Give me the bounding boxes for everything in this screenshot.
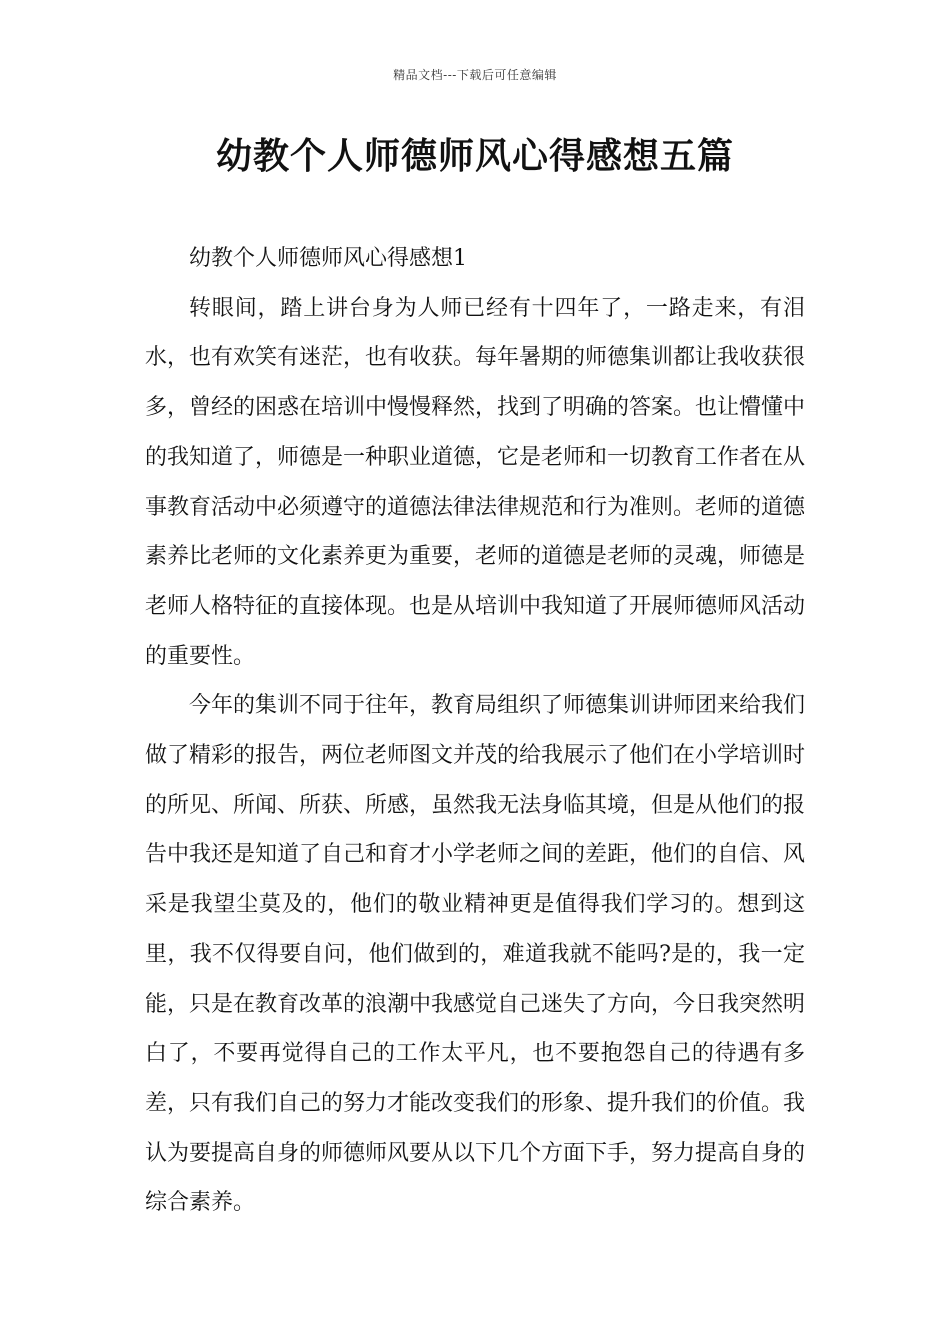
document-title: 幼教个人师德师风心得感想五篇: [215, 135, 734, 177]
section-heading: 幼教个人师德师风心得感想1: [189, 246, 467, 271]
header-note: 精品文档---下载后可任意编辑: [393, 68, 557, 82]
paragraph-2: 今年的集训不同于往年，教育局组织了师德集训讲师团来给我们做了精彩的报告，两位老师图文并茂的给我展示了他们在小学培训时的所见、所闻、所获、所感，虽然我无法身临其境，但是从他们的报告中我还是知道了自己和育才小学老师之间的差距，他们的自信、风采是我望尘莫及的，他们的敬业精神更是值得我们学习的。想到这里，我不仅得要自问，他们做到的，难道我就不能吗?是的，我一定能，只是在教育改革的浪潮中我感觉自己迷失了方向，今日我突然明白了，不要再觉得自己的工作太平凡，也不要抱怨自己的待遇有多差，只有我们自己的努力才能改变我们的形象、提升我们的价值。我认为要提高自身的师德师风要从以下几个方面下手，努力提高自身的综合素养。: [145, 693, 806, 1216]
document-body: [145, 234, 805, 1228]
paragraph-1: 转眼间，踏上讲台身为人师已经有十四年了，一路走来，有泪水，也有欢笑有迷茫，也有收获。每年暑期的师德集训都让我收获很多，曾经的困惑在培训中慢慢释然，找到了明确的答案。也让懵懂中的我知道了，师德是一种职业道德，它是老师和一切教育工作者在从事教育活动中必须遵守的道德法律法律规范和行为准则。老师的道德素养比老师的文化素养更为重要，老师的道德是老师的灵魂，师德是老师人格特征的直接体现。也是从培训中我知道了开展师德师风活动的重要性。: [145, 295, 806, 669]
